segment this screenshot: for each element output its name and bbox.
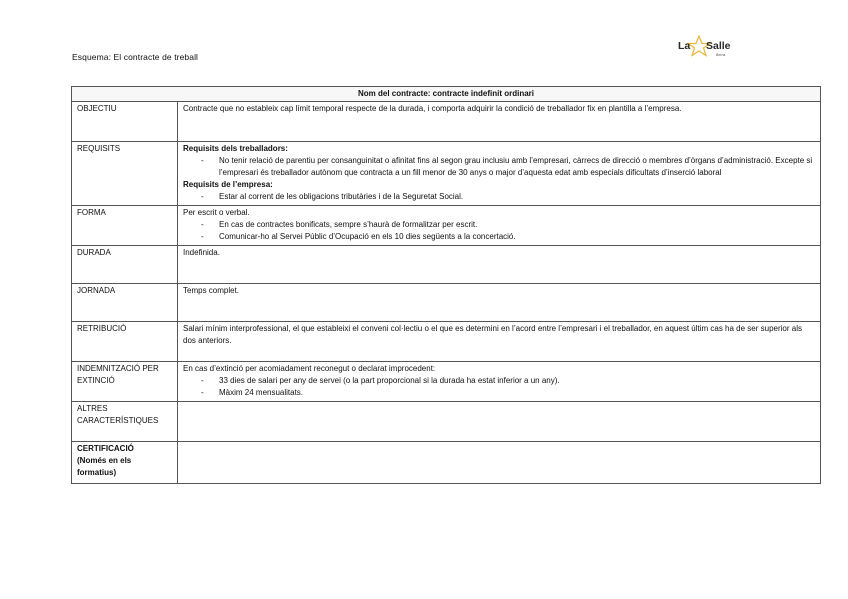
dash-bullet: - bbox=[201, 220, 204, 229]
table-row-certificacio bbox=[72, 442, 821, 484]
table-row-retribucio bbox=[72, 322, 821, 362]
table-row-indemnitzacio bbox=[72, 362, 821, 402]
table-title-row bbox=[72, 87, 821, 102]
contract-table bbox=[71, 86, 821, 484]
row-content: Contracte que no estableix cap límit temporal respecte de la durada, i comporta adquirir la condició de treballador fix en plantilla a l’empresa. bbox=[178, 102, 821, 142]
list-item-text: En cas de contractes bonificats, sempre s’haurà de formalitzar per escrit. bbox=[219, 220, 478, 229]
dash-bullet: - bbox=[201, 156, 204, 165]
row-label: JORNADA bbox=[72, 284, 178, 322]
row-content: Salari mínim interprofessional, el que estableixi el conveni col·lectiu o el que es determini en l’acord entre l’empresari i el treballador, en aquest últim cas ha de ser superior als dos anteriors. bbox=[178, 322, 821, 362]
row-label: REQUISITS bbox=[72, 142, 178, 206]
table-title: Nom del contracte: contracte indefinit ordinari bbox=[72, 87, 821, 102]
table-row-durada bbox=[72, 246, 821, 284]
page-title: Esquema: El contracte de treball bbox=[72, 52, 199, 62]
la-salle-logo bbox=[676, 34, 736, 62]
list-item-text: No tenir relació de parentiu per consanguinitat o afinitat fins al segon grau inclusiu amb l’empresari, càrrecs de direcció o membres d’òrgans d’administració. Excepte si l’empresari és treballador autònom que contracta a un fill menor de 30 anys o major d’aquesta edat amb especials dificultats d’inserció laboral bbox=[219, 156, 813, 177]
dash-bullet: - bbox=[201, 232, 204, 241]
row-content bbox=[178, 206, 821, 246]
list-item-text: Màxim 24 mensualitats. bbox=[219, 388, 304, 397]
row-content bbox=[178, 142, 821, 206]
requisits-empresa-heading: Requisits de l’empresa: bbox=[183, 180, 273, 189]
requisits-treballadors-heading: Requisits dels treballadors: bbox=[183, 144, 288, 153]
list-item-text: Comunicar-ho al Servei Públic d’Ocupació en els 10 dies següents a la concertació. bbox=[219, 232, 516, 241]
logo-star-icon bbox=[676, 34, 736, 62]
logo-subtitle: Berna bbox=[716, 53, 726, 57]
row-content: Temps complet. bbox=[178, 284, 821, 322]
table-row-jornada bbox=[72, 284, 821, 322]
row-content bbox=[178, 402, 821, 442]
table-row-forma bbox=[72, 206, 821, 246]
certificacio-note: (Només en els formatius) bbox=[77, 456, 132, 477]
row-label: INDEMNITZACIÓ PER EXTINCIÓ bbox=[72, 362, 178, 402]
row-label: ALTRES CARACTERÍSTIQUES bbox=[72, 402, 178, 442]
list-item-text: Estar al corrent de les obligacions tributàries i de la Seguretat Social. bbox=[219, 192, 464, 201]
list-item bbox=[183, 375, 815, 387]
row-label: OBJECTIU bbox=[72, 102, 178, 142]
list-item bbox=[183, 387, 815, 399]
row-content bbox=[178, 442, 821, 484]
dash-bullet: - bbox=[201, 192, 204, 201]
row-content bbox=[178, 362, 821, 402]
list-item bbox=[183, 155, 815, 179]
row-content: Indefinida. bbox=[178, 246, 821, 284]
list-item bbox=[183, 231, 815, 243]
logo-text-la: La bbox=[678, 40, 691, 52]
dash-bullet: - bbox=[201, 388, 204, 397]
list-item bbox=[183, 191, 815, 203]
forma-text: Per escrit o verbal. bbox=[183, 208, 250, 217]
indemnitzacio-text: En cas d’extinció per acomiadament reconegut o declarat improcedent: bbox=[183, 364, 436, 373]
dash-bullet: - bbox=[201, 376, 204, 385]
row-label: RETRIBUCIÓ bbox=[72, 322, 178, 362]
row-label bbox=[72, 442, 178, 484]
table-row-requisits bbox=[72, 142, 821, 206]
list-item bbox=[183, 219, 815, 231]
logo-text-salle: Salle bbox=[706, 40, 731, 52]
table-row-objectiu bbox=[72, 102, 821, 142]
row-label: DURADA bbox=[72, 246, 178, 284]
certificacio-label: CERTIFICACIÓ bbox=[77, 444, 134, 453]
list-item-text: 33 dies de salari per any de servei (o la part proporcional si la durada ha estat inferior a un any). bbox=[219, 376, 560, 385]
table-row-altres bbox=[72, 402, 821, 442]
row-label: FORMA bbox=[72, 206, 178, 246]
